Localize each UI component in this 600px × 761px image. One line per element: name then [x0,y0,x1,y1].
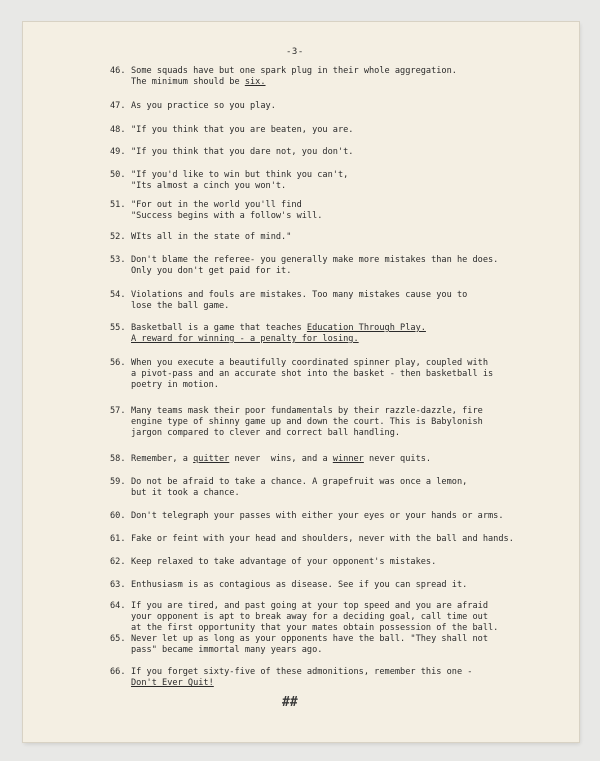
text-segment: If you are tired, and past going at your top speed and you are afraid [131,601,488,611]
text-line [131,147,551,158]
item-text [131,170,551,192]
item-text [131,200,551,222]
text-segment: "If you think that you dare not, you don't. [131,147,354,157]
text-segment: WIts all in the state of mind." [131,232,292,242]
item-number: 55. [110,323,126,333]
text-line [131,301,551,312]
text-segment: lose the ball game. [131,301,230,311]
page-number: -3- [286,47,304,57]
text-segment: Violations and fouls are mistakes. Too many mistakes cause you to [131,290,468,300]
item-text [131,511,551,522]
text-line [131,125,551,136]
item-text [131,66,551,88]
item-number: 62. [110,557,126,567]
text-segment: As you practice so you play. [131,101,276,111]
text-segment: Some squads have but one spark plug in their whole aggregation. [131,66,457,76]
underlined-text: winner [332,454,364,464]
text-line [131,580,551,591]
text-line [131,101,551,112]
text-segment: jargon compared to clever and correct ball handling. [131,428,401,438]
text-segment: Don't telegraph your passes with either your eyes or your hands or arms. [131,511,504,521]
item-text [131,477,551,499]
text-line [131,612,551,623]
item-number: 53. [110,255,126,265]
underlined-text: quitter [193,454,230,464]
item-number: 57. [110,406,126,416]
text-segment: Never let up as long as your opponents have the ball. "They shall not [131,634,488,644]
text-segment: poetry in motion. [131,380,219,390]
text-segment: never quits. [363,454,432,464]
text-line [131,645,551,656]
text-segment: your opponent is apt to break away for a deciding goal, call time out [131,612,488,622]
text-line [131,170,551,181]
item-text [131,667,551,689]
text-segment: When you execute a beautifully coordinated spinner play, coupled with [131,358,488,368]
item-number: 46. [110,66,126,76]
text-segment: Fake or feint with your head and shoulders, never with the ball and hands. [131,534,514,544]
text-line [131,334,551,345]
underlined-text: A reward for winning - a penalty for losing. [131,334,359,344]
text-segment: Enthusiasm is as contagious as disease. See if you can spread it. [131,580,468,590]
item-number: 49. [110,147,126,157]
text-segment: "If you'd like to win but think you can't, [131,170,349,180]
text-segment: at the first opportunity that your mates obtain possession of the ball. [131,623,499,633]
item-text [131,601,551,634]
item-number: 65. [110,634,126,644]
item-text [131,580,551,591]
text-line [131,667,551,678]
text-line [131,534,551,545]
text-segment: "If you think that you are beaten, you are. [131,125,354,135]
item-text [131,147,551,158]
text-line [131,266,551,277]
item-number: 51. [110,200,126,210]
item-text [131,406,551,439]
text-line [131,200,551,211]
item-text [131,101,551,112]
underlined-text: Education Through Play. [306,323,426,333]
item-text [131,534,551,545]
text-segment: Do not be afraid to take a chance. A grapefruit was once a lemon, [131,477,468,487]
item-number: 52. [110,232,126,242]
item-number: 56. [110,358,126,368]
text-segment: "Its almost a cinch you won't. [131,181,287,191]
text-segment: pass" became immortal many years ago. [131,645,323,655]
item-text [131,255,551,277]
item-text [131,358,551,391]
text-line [131,601,551,612]
text-segment: Only you don't get paid for it. [131,266,292,276]
item-number: 59. [110,477,126,487]
item-text [131,557,551,568]
item-text [131,232,551,243]
text-segment: Keep relaxed to take advantage of your opponent's mistakes. [131,557,437,567]
text-line [131,358,551,369]
underlined-text: Don't Ever Quit! [131,678,214,688]
text-segment: engine type of shinny game up and down the court. This is Babylonish [131,417,483,427]
text-segment: but it took a chance. [131,488,240,498]
text-line [131,454,551,465]
text-line [131,477,551,488]
text-line [131,380,551,391]
text-line [131,211,551,222]
text-line [131,369,551,380]
text-line [131,634,551,645]
item-number: 60. [110,511,126,521]
text-line [131,255,551,266]
text-line [131,678,551,689]
end-mark: ## [282,695,298,710]
text-segment: Many teams mask their poor fundamentals by their razzle-dazzle, fire [131,406,483,416]
text-line [131,417,551,428]
text-segment: Basketball is a game that teaches [131,323,307,333]
item-number: 50. [110,170,126,180]
item-number: 47. [110,101,126,111]
item-number: 66. [110,667,126,677]
text-segment: Remember, a [131,454,194,464]
text-segment: The minimum should be [131,77,245,87]
text-segment: a pivot-pass and an accurate shot into the basket - then basketball is [131,369,494,379]
text-segment: Don't blame the referee- you generally make more mistakes than he does. [131,255,499,265]
text-line [131,290,551,301]
item-text [131,634,551,656]
text-line [131,557,551,568]
text-line [131,323,551,334]
text-line [131,406,551,417]
text-segment: "For out in the world you'll find [131,200,302,210]
item-text [131,323,551,345]
text-line [131,181,551,192]
text-segment: never wins, and a [229,454,333,464]
item-number: 63. [110,580,126,590]
text-line [131,623,551,634]
item-number: 61. [110,534,126,544]
item-number: 64. [110,601,126,611]
item-number: 54. [110,290,126,300]
text-line [131,77,551,88]
text-line [131,66,551,77]
text-segment: If you forget sixty-five of these admonitions, remember this one - [131,667,473,677]
item-number: 58. [110,454,126,464]
underlined-text: six. [244,77,266,87]
item-text [131,125,551,136]
item-number: 48. [110,125,126,135]
item-text [131,290,551,312]
text-line [131,488,551,499]
text-segment: "Success begins with a follow's will. [131,211,323,221]
text-line [131,511,551,522]
item-text [131,454,551,465]
text-line [131,232,551,243]
text-line [131,428,551,439]
